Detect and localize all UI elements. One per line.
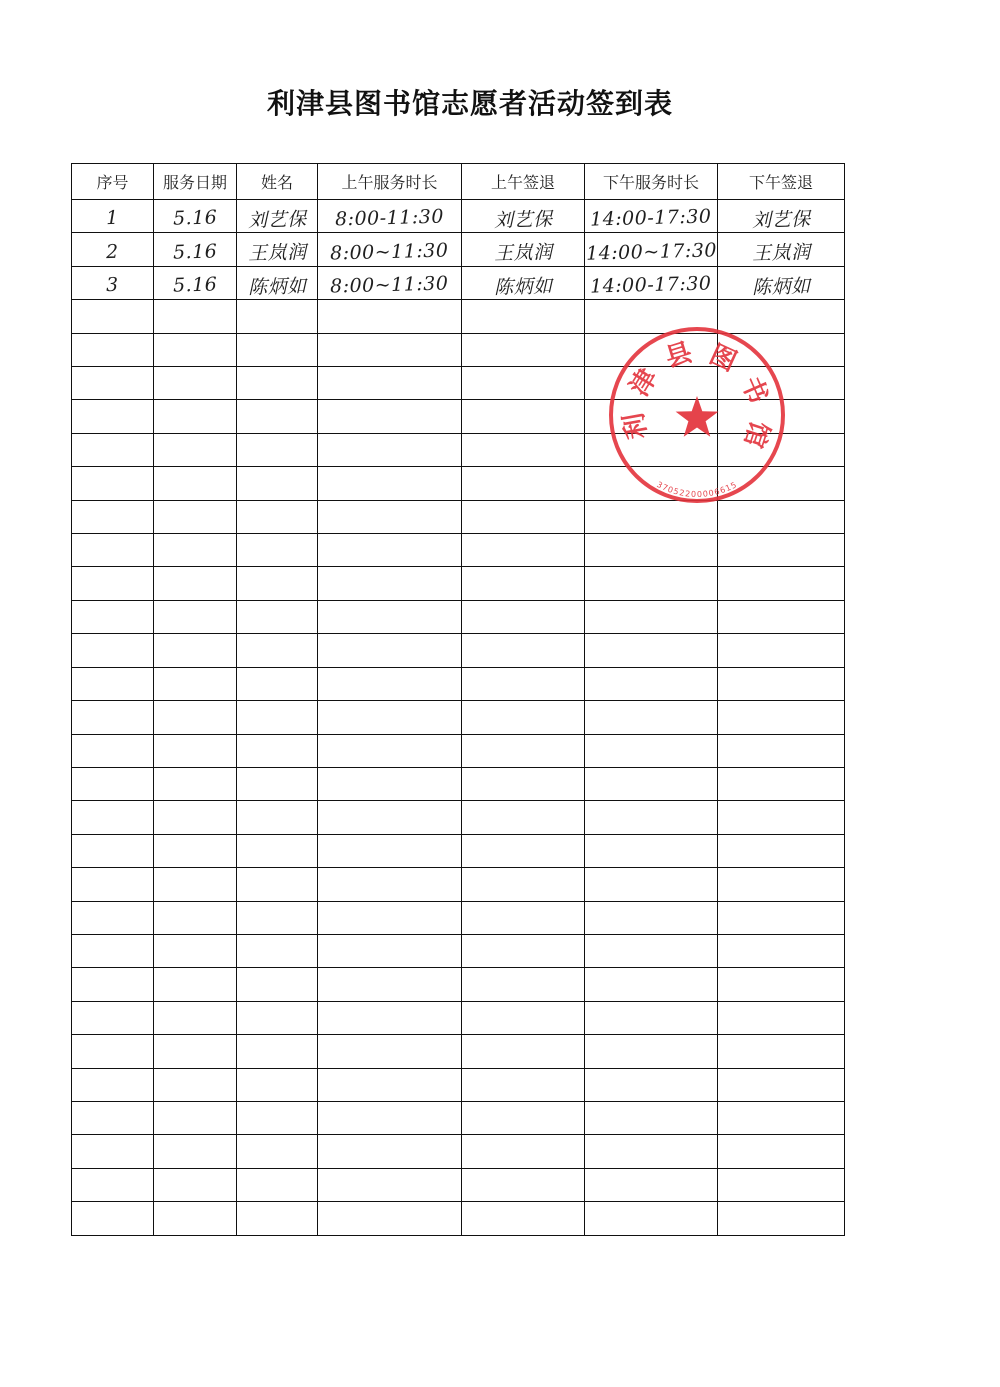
table-cell — [718, 734, 845, 767]
table-cell — [237, 834, 318, 867]
table-cell — [237, 600, 318, 633]
table-cell — [318, 934, 462, 967]
table-cell — [585, 1202, 718, 1235]
table-cell — [72, 901, 154, 934]
handwritten-entry: 5.16 — [172, 273, 218, 297]
table-cell — [154, 433, 237, 466]
table-cell — [585, 400, 718, 433]
table-cell — [462, 400, 585, 433]
table-cell — [72, 1101, 154, 1134]
table-cell — [154, 868, 237, 901]
table-cell — [462, 767, 585, 800]
table-cell — [585, 968, 718, 1001]
table-cell — [718, 1168, 845, 1201]
table-row — [72, 1168, 845, 1201]
seal-name: 利津县图书馆 — [618, 337, 775, 452]
document-title: 利津县图书馆志愿者活动签到表 — [266, 87, 673, 120]
table-cell — [154, 968, 237, 1001]
table-cell — [318, 734, 462, 767]
table-cell — [72, 300, 154, 333]
table-cell — [585, 200, 718, 233]
table-header-row — [72, 164, 845, 200]
table-cell — [154, 1001, 237, 1034]
table-cell — [318, 567, 462, 600]
table-cell — [154, 1135, 237, 1168]
seal-number: 37052200006615 — [655, 479, 739, 500]
table-cell — [72, 567, 154, 600]
table-cell — [237, 767, 318, 800]
table-cell — [237, 634, 318, 667]
table-cell — [154, 534, 237, 567]
table-cell — [585, 701, 718, 734]
table-cell — [462, 534, 585, 567]
table-cell — [718, 1001, 845, 1034]
sign-in-table — [71, 163, 845, 1236]
table-cell — [154, 367, 237, 400]
table-cell — [462, 200, 585, 233]
table-cell — [718, 433, 845, 466]
table-cell — [462, 1135, 585, 1168]
table-row — [72, 467, 845, 500]
table-cell — [237, 500, 318, 533]
table-cell — [462, 600, 585, 633]
table-cell — [318, 433, 462, 466]
handwritten-entry: 2 — [105, 240, 120, 263]
table-cell — [154, 1101, 237, 1134]
table-cell — [72, 667, 154, 700]
table-cell — [318, 667, 462, 700]
table-cell — [72, 868, 154, 901]
table-cell — [585, 367, 718, 400]
table-cell — [237, 968, 318, 1001]
table-cell — [718, 901, 845, 934]
table-cell — [585, 801, 718, 834]
table-cell — [154, 934, 237, 967]
table-cell — [318, 467, 462, 500]
table-cell — [318, 1068, 462, 1101]
table-row — [72, 834, 845, 867]
table-cell — [72, 233, 154, 266]
table-cell — [237, 433, 318, 466]
table-cell — [462, 367, 585, 400]
table-row — [72, 767, 845, 800]
table-cell — [585, 333, 718, 366]
table-cell — [237, 266, 318, 299]
table-cell — [72, 200, 154, 233]
table-cell — [718, 300, 845, 333]
table-cell — [72, 734, 154, 767]
table-cell — [462, 1202, 585, 1235]
table-cell — [237, 567, 318, 600]
table-row — [72, 667, 845, 700]
table-cell — [318, 1202, 462, 1235]
table-row — [72, 901, 845, 934]
table-cell — [718, 534, 845, 567]
table-cell — [237, 1101, 318, 1134]
table-cell — [154, 600, 237, 633]
table-cell — [318, 834, 462, 867]
table-cell — [72, 266, 154, 299]
table-cell — [72, 500, 154, 533]
table-cell — [718, 1035, 845, 1068]
table-cell — [72, 1001, 154, 1034]
table-cell — [585, 500, 718, 533]
table-cell — [237, 868, 318, 901]
table-row — [72, 1101, 845, 1134]
table-row — [72, 367, 845, 400]
table-cell — [585, 266, 718, 299]
table-cell — [462, 901, 585, 934]
table-cell — [154, 1068, 237, 1101]
table-cell — [154, 1168, 237, 1201]
table-cell — [318, 1035, 462, 1068]
table-cell — [462, 567, 585, 600]
table-cell — [72, 367, 154, 400]
table-row — [72, 233, 845, 266]
table-cell — [585, 934, 718, 967]
column-header: 下午服务时长 — [585, 164, 718, 200]
table-cell — [718, 1101, 845, 1134]
table-cell — [72, 968, 154, 1001]
table-cell — [72, 634, 154, 667]
table-cell — [462, 1168, 585, 1201]
column-header: 上午服务时长 — [318, 164, 462, 200]
column-header: 下午签退 — [718, 164, 845, 200]
table-cell — [237, 367, 318, 400]
table-cell — [154, 1202, 237, 1235]
table-cell — [462, 801, 585, 834]
table-cell — [318, 1135, 462, 1168]
table-row — [72, 600, 845, 633]
table-cell — [585, 634, 718, 667]
table-cell — [462, 834, 585, 867]
handwritten-entry: 8:00-11:30 — [334, 205, 445, 231]
table-cell — [462, 233, 585, 266]
table-cell — [585, 868, 718, 901]
table-cell — [318, 367, 462, 400]
table-cell — [718, 200, 845, 233]
table-cell — [462, 1001, 585, 1034]
table-cell — [154, 767, 237, 800]
table-cell — [72, 1202, 154, 1235]
table-cell — [154, 300, 237, 333]
table-cell — [72, 467, 154, 500]
table-row — [72, 200, 845, 233]
table-cell — [318, 1001, 462, 1034]
table-cell — [718, 634, 845, 667]
table-cell — [318, 233, 462, 266]
table-cell — [462, 500, 585, 533]
table-cell — [72, 1068, 154, 1101]
table-cell — [462, 868, 585, 901]
table-cell — [72, 701, 154, 734]
column-header: 序号 — [72, 164, 154, 200]
handwritten-entry: 王岚润 — [751, 241, 811, 265]
table-cell — [462, 266, 585, 299]
column-header: 姓名 — [237, 164, 318, 200]
table-cell — [585, 300, 718, 333]
handwritten-entry: 王岚润 — [247, 241, 307, 265]
table-cell — [718, 233, 845, 266]
table-cell — [585, 1001, 718, 1034]
table-cell — [72, 934, 154, 967]
table-cell — [585, 600, 718, 633]
table-cell — [718, 767, 845, 800]
table-cell — [154, 400, 237, 433]
handwritten-entry: 刘艺保 — [751, 207, 811, 232]
table-cell — [718, 333, 845, 366]
table-cell — [318, 1101, 462, 1134]
table-cell — [718, 934, 845, 967]
table-row — [72, 266, 845, 299]
table-cell — [585, 467, 718, 500]
column-header: 服务日期 — [154, 164, 237, 200]
table-cell — [72, 534, 154, 567]
table-cell — [318, 200, 462, 233]
table-cell — [318, 333, 462, 366]
table-row — [72, 801, 845, 834]
table-cell — [237, 734, 318, 767]
table-cell — [237, 1135, 318, 1168]
table-cell — [237, 300, 318, 333]
table-cell — [237, 901, 318, 934]
table-cell — [462, 667, 585, 700]
table-cell — [718, 801, 845, 834]
handwritten-entry: 陈炳如 — [493, 274, 553, 299]
table-cell — [462, 701, 585, 734]
table-cell — [318, 600, 462, 633]
table-cell — [718, 400, 845, 433]
table-cell — [318, 767, 462, 800]
table-row — [72, 500, 845, 533]
table-cell — [318, 901, 462, 934]
table-cell — [154, 834, 237, 867]
table-cell — [154, 801, 237, 834]
table-cell — [72, 1135, 154, 1168]
table-cell — [237, 400, 318, 433]
table-cell — [462, 934, 585, 967]
table-cell — [237, 200, 318, 233]
table-cell — [318, 634, 462, 667]
table-cell — [462, 433, 585, 466]
table-cell — [72, 333, 154, 366]
table-body — [72, 200, 845, 1236]
table-row — [72, 400, 845, 433]
table-cell — [718, 500, 845, 533]
table-row — [72, 734, 845, 767]
table-cell — [237, 1035, 318, 1068]
table-cell — [237, 233, 318, 266]
table-cell — [154, 901, 237, 934]
table-cell — [585, 534, 718, 567]
table-cell — [318, 801, 462, 834]
table-cell — [585, 901, 718, 934]
table-cell — [318, 868, 462, 901]
table-cell — [72, 1168, 154, 1201]
table-cell — [318, 968, 462, 1001]
handwritten-entry: 5.16 — [172, 206, 218, 230]
table-row — [72, 1068, 845, 1101]
table-row — [72, 868, 845, 901]
table-cell — [318, 534, 462, 567]
handwritten-entry: 8:00~11:30 — [330, 272, 449, 298]
table-cell — [585, 734, 718, 767]
table-row — [72, 534, 845, 567]
handwritten-entry: 刘艺保 — [493, 207, 553, 232]
table-cell — [718, 1068, 845, 1101]
table-row — [72, 1035, 845, 1068]
table-row — [72, 1001, 845, 1034]
table-cell — [462, 467, 585, 500]
table-cell — [154, 1035, 237, 1068]
table-cell — [318, 266, 462, 299]
table-row — [72, 1202, 845, 1235]
table-cell — [318, 701, 462, 734]
table-cell — [585, 433, 718, 466]
table-cell — [237, 1068, 318, 1101]
table-cell — [72, 400, 154, 433]
table-cell — [72, 801, 154, 834]
table-cell — [585, 1068, 718, 1101]
table-row — [72, 968, 845, 1001]
table-cell — [72, 834, 154, 867]
table-cell — [154, 500, 237, 533]
table-cell — [585, 1168, 718, 1201]
handwritten-entry: 刘艺保 — [247, 207, 307, 232]
handwritten-entry: 王岚润 — [493, 241, 553, 265]
column-header: 上午签退 — [462, 164, 585, 200]
table-cell — [154, 634, 237, 667]
table-cell — [462, 634, 585, 667]
table-row — [72, 1135, 845, 1168]
table-cell — [237, 1168, 318, 1201]
table-cell — [154, 701, 237, 734]
table-cell — [154, 467, 237, 500]
table-cell — [718, 600, 845, 633]
table-cell — [462, 1035, 585, 1068]
table-cell — [237, 1202, 318, 1235]
table-cell — [462, 1101, 585, 1134]
table-cell — [718, 1202, 845, 1235]
table-cell — [72, 600, 154, 633]
table-cell — [585, 233, 718, 266]
table-cell — [154, 333, 237, 366]
table-cell — [718, 1135, 845, 1168]
table-cell — [585, 1101, 718, 1134]
table-cell — [237, 667, 318, 700]
table-cell — [462, 734, 585, 767]
handwritten-entry: 14:00-17:30 — [590, 272, 713, 298]
table-cell — [718, 968, 845, 1001]
table-cell — [154, 734, 237, 767]
table-cell — [585, 1035, 718, 1068]
handwritten-entry: 5.16 — [172, 240, 218, 264]
table-cell — [585, 834, 718, 867]
table-cell — [154, 567, 237, 600]
table-cell — [718, 701, 845, 734]
table-cell — [718, 467, 845, 500]
table-cell — [72, 767, 154, 800]
table-cell — [237, 1001, 318, 1034]
table-cell — [462, 968, 585, 1001]
handwritten-entry: 陈炳如 — [247, 274, 307, 299]
table-cell — [718, 868, 845, 901]
handwritten-entry: 14:00-17:30 — [590, 205, 713, 231]
table-cell — [585, 567, 718, 600]
table-row — [72, 433, 845, 466]
table-row — [72, 634, 845, 667]
table-cell — [237, 801, 318, 834]
table-cell — [462, 1068, 585, 1101]
table-cell — [154, 667, 237, 700]
table-cell — [72, 1035, 154, 1068]
table-cell — [237, 534, 318, 567]
handwritten-entry: 3 — [105, 273, 120, 297]
table-cell — [154, 200, 237, 233]
handwritten-entry: 陈炳如 — [751, 274, 811, 299]
table-cell — [462, 300, 585, 333]
table-row — [72, 701, 845, 734]
table-cell — [718, 567, 845, 600]
table-row — [72, 300, 845, 333]
table-cell — [718, 367, 845, 400]
table-cell — [237, 467, 318, 500]
table-cell — [72, 433, 154, 466]
table-cell — [237, 333, 318, 366]
table-cell — [318, 1168, 462, 1201]
table-row — [72, 934, 845, 967]
table-cell — [585, 1135, 718, 1168]
table-cell — [237, 934, 318, 967]
table-cell — [237, 701, 318, 734]
table-cell — [718, 834, 845, 867]
table-cell — [154, 233, 237, 266]
table-row — [72, 567, 845, 600]
handwritten-entry: 8:00~11:30 — [330, 239, 449, 265]
table-cell — [462, 333, 585, 366]
handwritten-entry: 1 — [105, 207, 120, 230]
handwritten-entry: 14:00~17:30 — [585, 238, 717, 265]
table-row — [72, 333, 845, 366]
table-cell — [154, 266, 237, 299]
table-cell — [718, 667, 845, 700]
table-cell — [318, 500, 462, 533]
table-cell — [585, 767, 718, 800]
table-cell — [718, 266, 845, 299]
table-cell — [318, 400, 462, 433]
table-cell — [318, 300, 462, 333]
table-cell — [585, 667, 718, 700]
